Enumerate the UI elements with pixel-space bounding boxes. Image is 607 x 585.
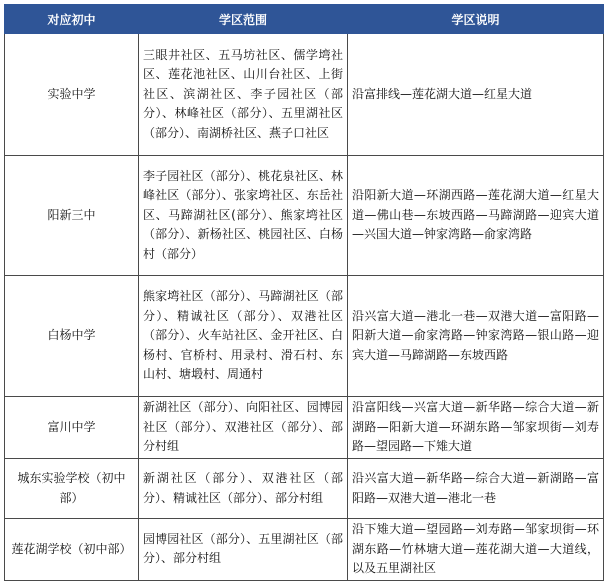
zone-description: 沿富阳线—兴富大道—新华路—综合大道—新湖路—阳新大道—环湖东路—邹家坝街—刘寿路—望园路—下雉大道 xyxy=(348,397,604,459)
header-school: 对应初中 xyxy=(5,5,139,34)
zone-description: 沿下雉大道—望园路—刘寿路—邹家坝街—环湖东路—竹林塘大道—莲花湖大道—大道线，以及五里湖社区 xyxy=(348,519,604,581)
table-header-row xyxy=(5,5,604,34)
zone-description: 沿富排线—莲花湖大道—红星大道 xyxy=(348,34,604,156)
zone-range: 三眼井社区、五马坊社区、儒学塆社区、莲花池社区、山川台社区、上街社区、滨湖社区、李子园社区（部分）、林峰社区（部分）、五里湖社区（部分）、南湖桥社区、燕子口社区 xyxy=(139,34,348,156)
zone-description: 沿阳新大道—环湖西路—莲花湖大道—红星大道—佛山巷—东坡西路—马蹄湖路—迎宾大道—兴国大道—钟家湾路—俞家湾路 xyxy=(348,156,604,276)
zone-range: 园博园社区（部分）、五里湖社区（部分）、部分村组 xyxy=(139,519,348,581)
header-range: 学区范围 xyxy=(139,5,348,34)
zone-range: 新湖社区（部分）、向阳社区、园博园社区（部分）、双港社区（部分）、部分村组 xyxy=(139,397,348,459)
table-row xyxy=(5,276,604,397)
header-description: 学区说明 xyxy=(348,5,604,34)
school-name: 富川中学 xyxy=(5,397,139,459)
zone-range: 李子园社区（部分）、桃花泉社区、林峰社区（部分）、张家塆社区、东岳社区、马蹄湖社区(部分）、熊家塆社区（部分）、新杨社区、桃园社区、白杨村（部分） xyxy=(139,156,348,276)
school-name: 实验中学 xyxy=(5,34,139,156)
school-name: 阳新三中 xyxy=(5,156,139,276)
zone-description: 沿兴富大道—新华路—综合大道—新湖路—富阳路—双港大道—港北一巷 xyxy=(348,459,604,519)
zone-range: 熊家塆社区（部分）、马蹄湖社区（部分）、精诚社区（部分）、双港社区（部分）、火车站社区、金开社区、白杨村、官桥村、用录村、滑石村、东山村、塘塅村、周通村 xyxy=(139,276,348,397)
table-row xyxy=(5,519,604,581)
table-row xyxy=(5,34,604,156)
zone-range: 新湖社区（部分）、双港社区（部分）、精诚社区（部分）、部分村组 xyxy=(139,459,348,519)
zone-description: 沿兴富大道—港北一巷—双港大道—富阳路—阳新大道—俞家湾路—钟家湾路—银山路—迎宾大道—马蹄湖路—东坡西路 xyxy=(348,276,604,397)
table-row xyxy=(5,459,604,519)
table-row xyxy=(5,156,604,276)
school-zone-table xyxy=(4,4,604,581)
school-name: 白杨中学 xyxy=(5,276,139,397)
table-row xyxy=(5,397,604,459)
school-name: 莲花湖学校（初中部） xyxy=(5,519,139,581)
school-name: 城东实验学校（初中部） xyxy=(5,459,139,519)
